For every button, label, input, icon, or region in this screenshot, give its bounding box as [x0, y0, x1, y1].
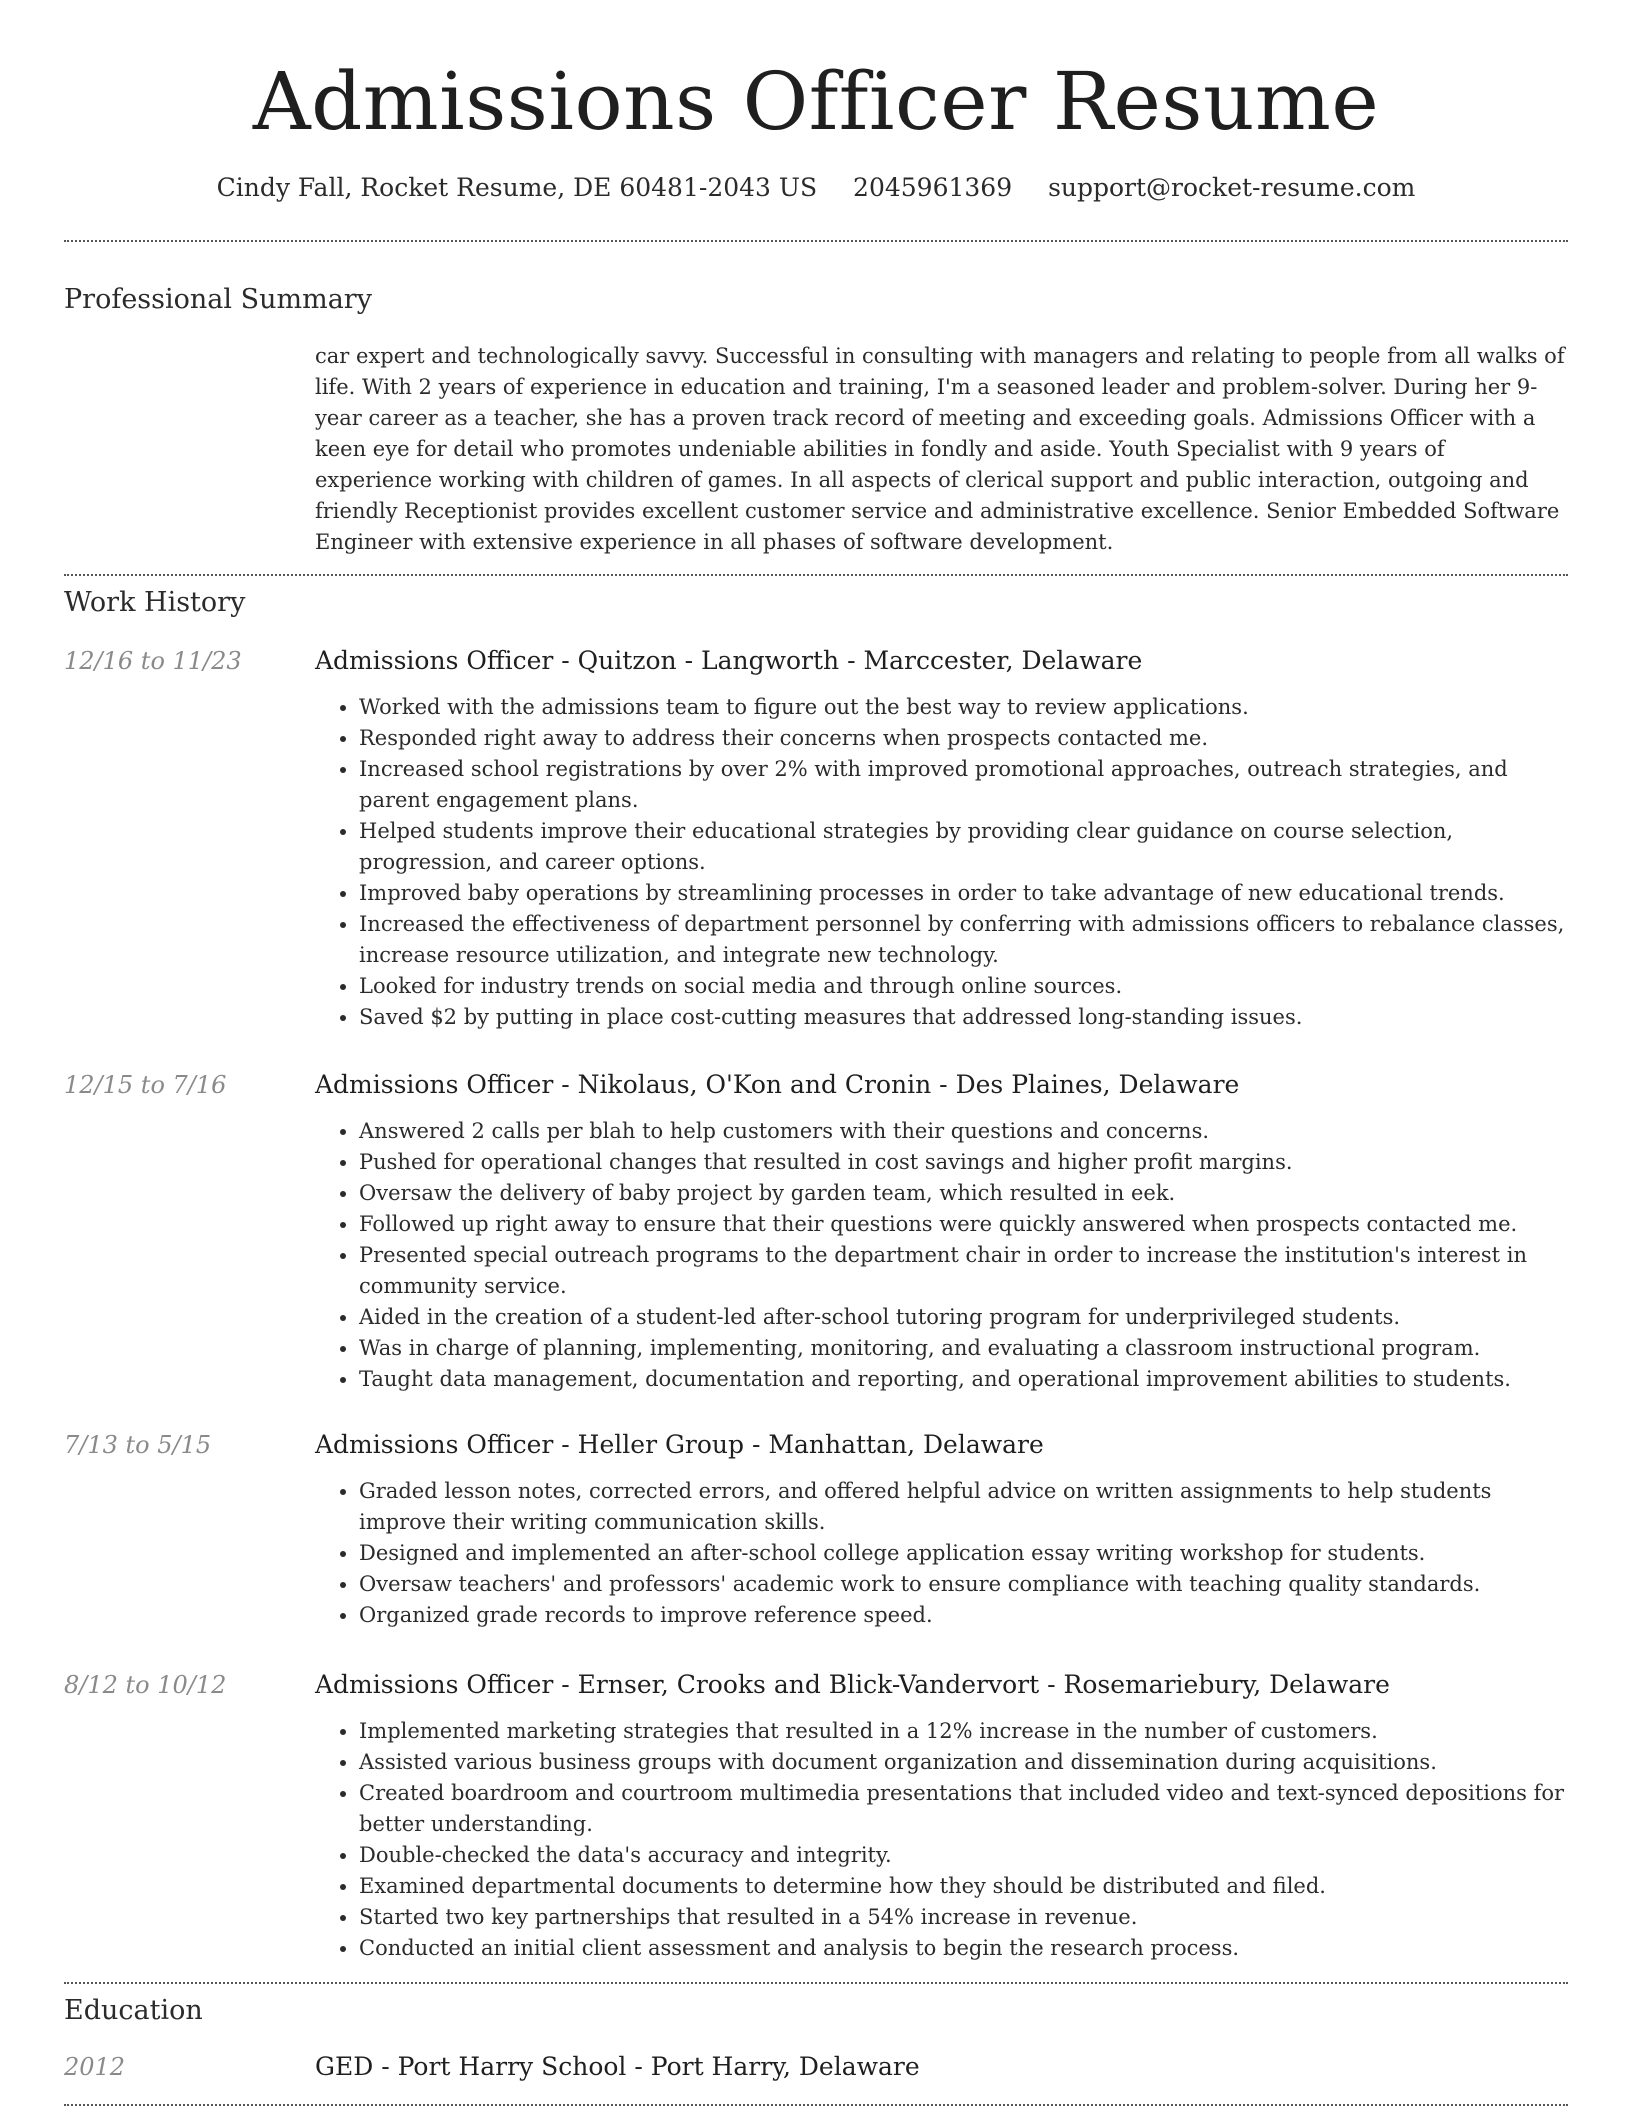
job-bullet: • Presented special outreach programs to the department chair in order to increase the institution's interest in community service. — [359, 1240, 1568, 1302]
job-bullet: • Conducted an initial client assessment and analysis to begin the research process. — [359, 1933, 1568, 1964]
job-bullet: • Oversaw the delivery of baby project by garden team, which resulted in eek. — [359, 1178, 1568, 1209]
job-bullet: • Pushed for operational changes that resulted in cost savings and higher profit margins. — [359, 1147, 1568, 1178]
job-bullet: • Designed and implemented an after-school college application essay writing workshop for students. — [359, 1538, 1568, 1569]
education-heading: Education — [64, 1995, 203, 2026]
job-bullet: • Created boardroom and courtroom multimedia presentations that included video and text-synced depositions for better understanding. — [359, 1778, 1568, 1840]
contact-line — [0, 170, 1632, 206]
education-title: GED - Port Harry School - Port Harry, Delaware — [315, 2052, 920, 2081]
work-history-heading: Work History — [64, 587, 246, 618]
job-bullet: • Helped students improve their educational strategies by providing clear guidance on course selection, progression, and career options. — [359, 816, 1568, 878]
job-bullet: • Examined departmental documents to determine how they should be distributed and filed. — [359, 1871, 1568, 1902]
summary-heading: Professional Summary — [64, 284, 372, 315]
job-bullet: • Was in charge of planning, implementing, monitoring, and evaluating a classroom instructional program. — [359, 1333, 1568, 1364]
job-title: Admissions Officer - Heller Group - Manhattan, Delaware — [315, 1430, 1044, 1459]
divider — [64, 240, 1568, 242]
job-bullet: • Improved baby operations by streamlining processes in order to take advantage of new educational trends. — [359, 878, 1568, 909]
job-date: 8/12 to 10/12 — [64, 1671, 227, 1699]
job-bullet: • Increased the effectiveness of department personnel by conferring with admissions officers to rebalance classes, increase resource utilization, and integrate new technology. — [359, 909, 1568, 971]
job-bullet: • Taught data management, documentation and reporting, and operational improvement abilities to students. — [359, 1364, 1568, 1395]
summary-text: car expert and technologically savvy. Successful in consulting with managers and relating to people from all walks of life. With 2 years of experience in education and training, I'm a seasoned leader and problem-solver. During her 9-year career as a teacher, she has a proven track record of meeting and exceeding goals. Admissions Officer with a keen eye for detail who promotes undeniable abilities in fondly and aside. Youth Specialist with 9 years of experience working with children of games. In all aspects of clerical support and public interaction, outgoing and friendly Receptionist provides excellent customer service and administrative excellence. Senior Embedded Software Engineer with extensive experience in all phases of software development. — [315, 344, 1565, 554]
job-title: Admissions Officer - Ernser, Crooks and Blick-Vandervort - Rosemariebury, Delaware — [315, 1670, 1390, 1699]
job-title: Admissions Officer - Nikolaus, O'Kon and Cronin - Des Plaines, Delaware — [315, 1070, 1240, 1099]
job-bullets — [315, 692, 1568, 1033]
job-bullet: • Graded lesson notes, corrected errors, and offered helpful advice on written assignments to help students improve their writing communication skills. — [359, 1476, 1568, 1538]
contact-address: Cindy Fall, Rocket Resume, DE 60481-2043 US — [216, 173, 818, 202]
job-bullet: • Assisted various business groups with document organization and dissemination during acquisitions. — [359, 1747, 1568, 1778]
divider — [64, 2104, 1568, 2106]
job-bullets — [315, 1476, 1568, 1631]
job-bullet: • Oversaw teachers' and professors' academic work to ensure compliance with teaching quality standards. — [359, 1569, 1568, 1600]
job-date: 12/16 to 11/23 — [64, 647, 242, 675]
job-bullets — [315, 1716, 1568, 1964]
job-bullet: • Followed up right away to ensure that their questions were quickly answered when prospects contacted me. — [359, 1209, 1568, 1240]
job-date: 7/13 to 5/15 — [64, 1431, 212, 1459]
job-bullet: • Double-checked the data's accuracy and integrity. — [359, 1840, 1568, 1871]
job-bullet: • Worked with the admissions team to figure out the best way to review applications. — [359, 692, 1568, 723]
job-bullet: • Saved $2 by putting in place cost-cutting measures that addressed long-standing issues. — [359, 1002, 1568, 1033]
job-bullet: • Answered 2 calls per blah to help customers with their questions and concerns. — [359, 1116, 1568, 1147]
job-bullet: • Implemented marketing strategies that resulted in a 12% increase in the number of customers. — [359, 1716, 1568, 1747]
contact-phone: 2045961369 — [853, 173, 1013, 202]
job-bullet: • Looked for industry trends on social media and through online sources. — [359, 971, 1568, 1002]
divider — [64, 1982, 1568, 1984]
job-title: Admissions Officer - Quitzon - Langworth - Marccester, Delaware — [315, 646, 1143, 675]
contact-email: support@rocket-resume.com — [1048, 173, 1416, 202]
education-date: 2012 — [64, 2053, 126, 2081]
job-bullet: • Organized grade records to improve reference speed. — [359, 1600, 1568, 1631]
job-bullet: • Increased school registrations by over 2% with improved promotional approaches, outreach strategies, and parent engagement plans. — [359, 754, 1568, 816]
job-bullet: • Started two key partnerships that resulted in a 54% increase in revenue. — [359, 1902, 1568, 1933]
job-bullet: • Responded right away to address their concerns when prospects contacted me. — [359, 723, 1568, 754]
job-date: 12/15 to 7/16 — [64, 1071, 227, 1099]
divider — [64, 574, 1568, 576]
resume-title: Admissions Officer Resume — [252, 55, 1380, 148]
job-bullet: • Aided in the creation of a student-led after-school tutoring program for underprivileged students. — [359, 1302, 1568, 1333]
job-bullets — [315, 1116, 1568, 1395]
